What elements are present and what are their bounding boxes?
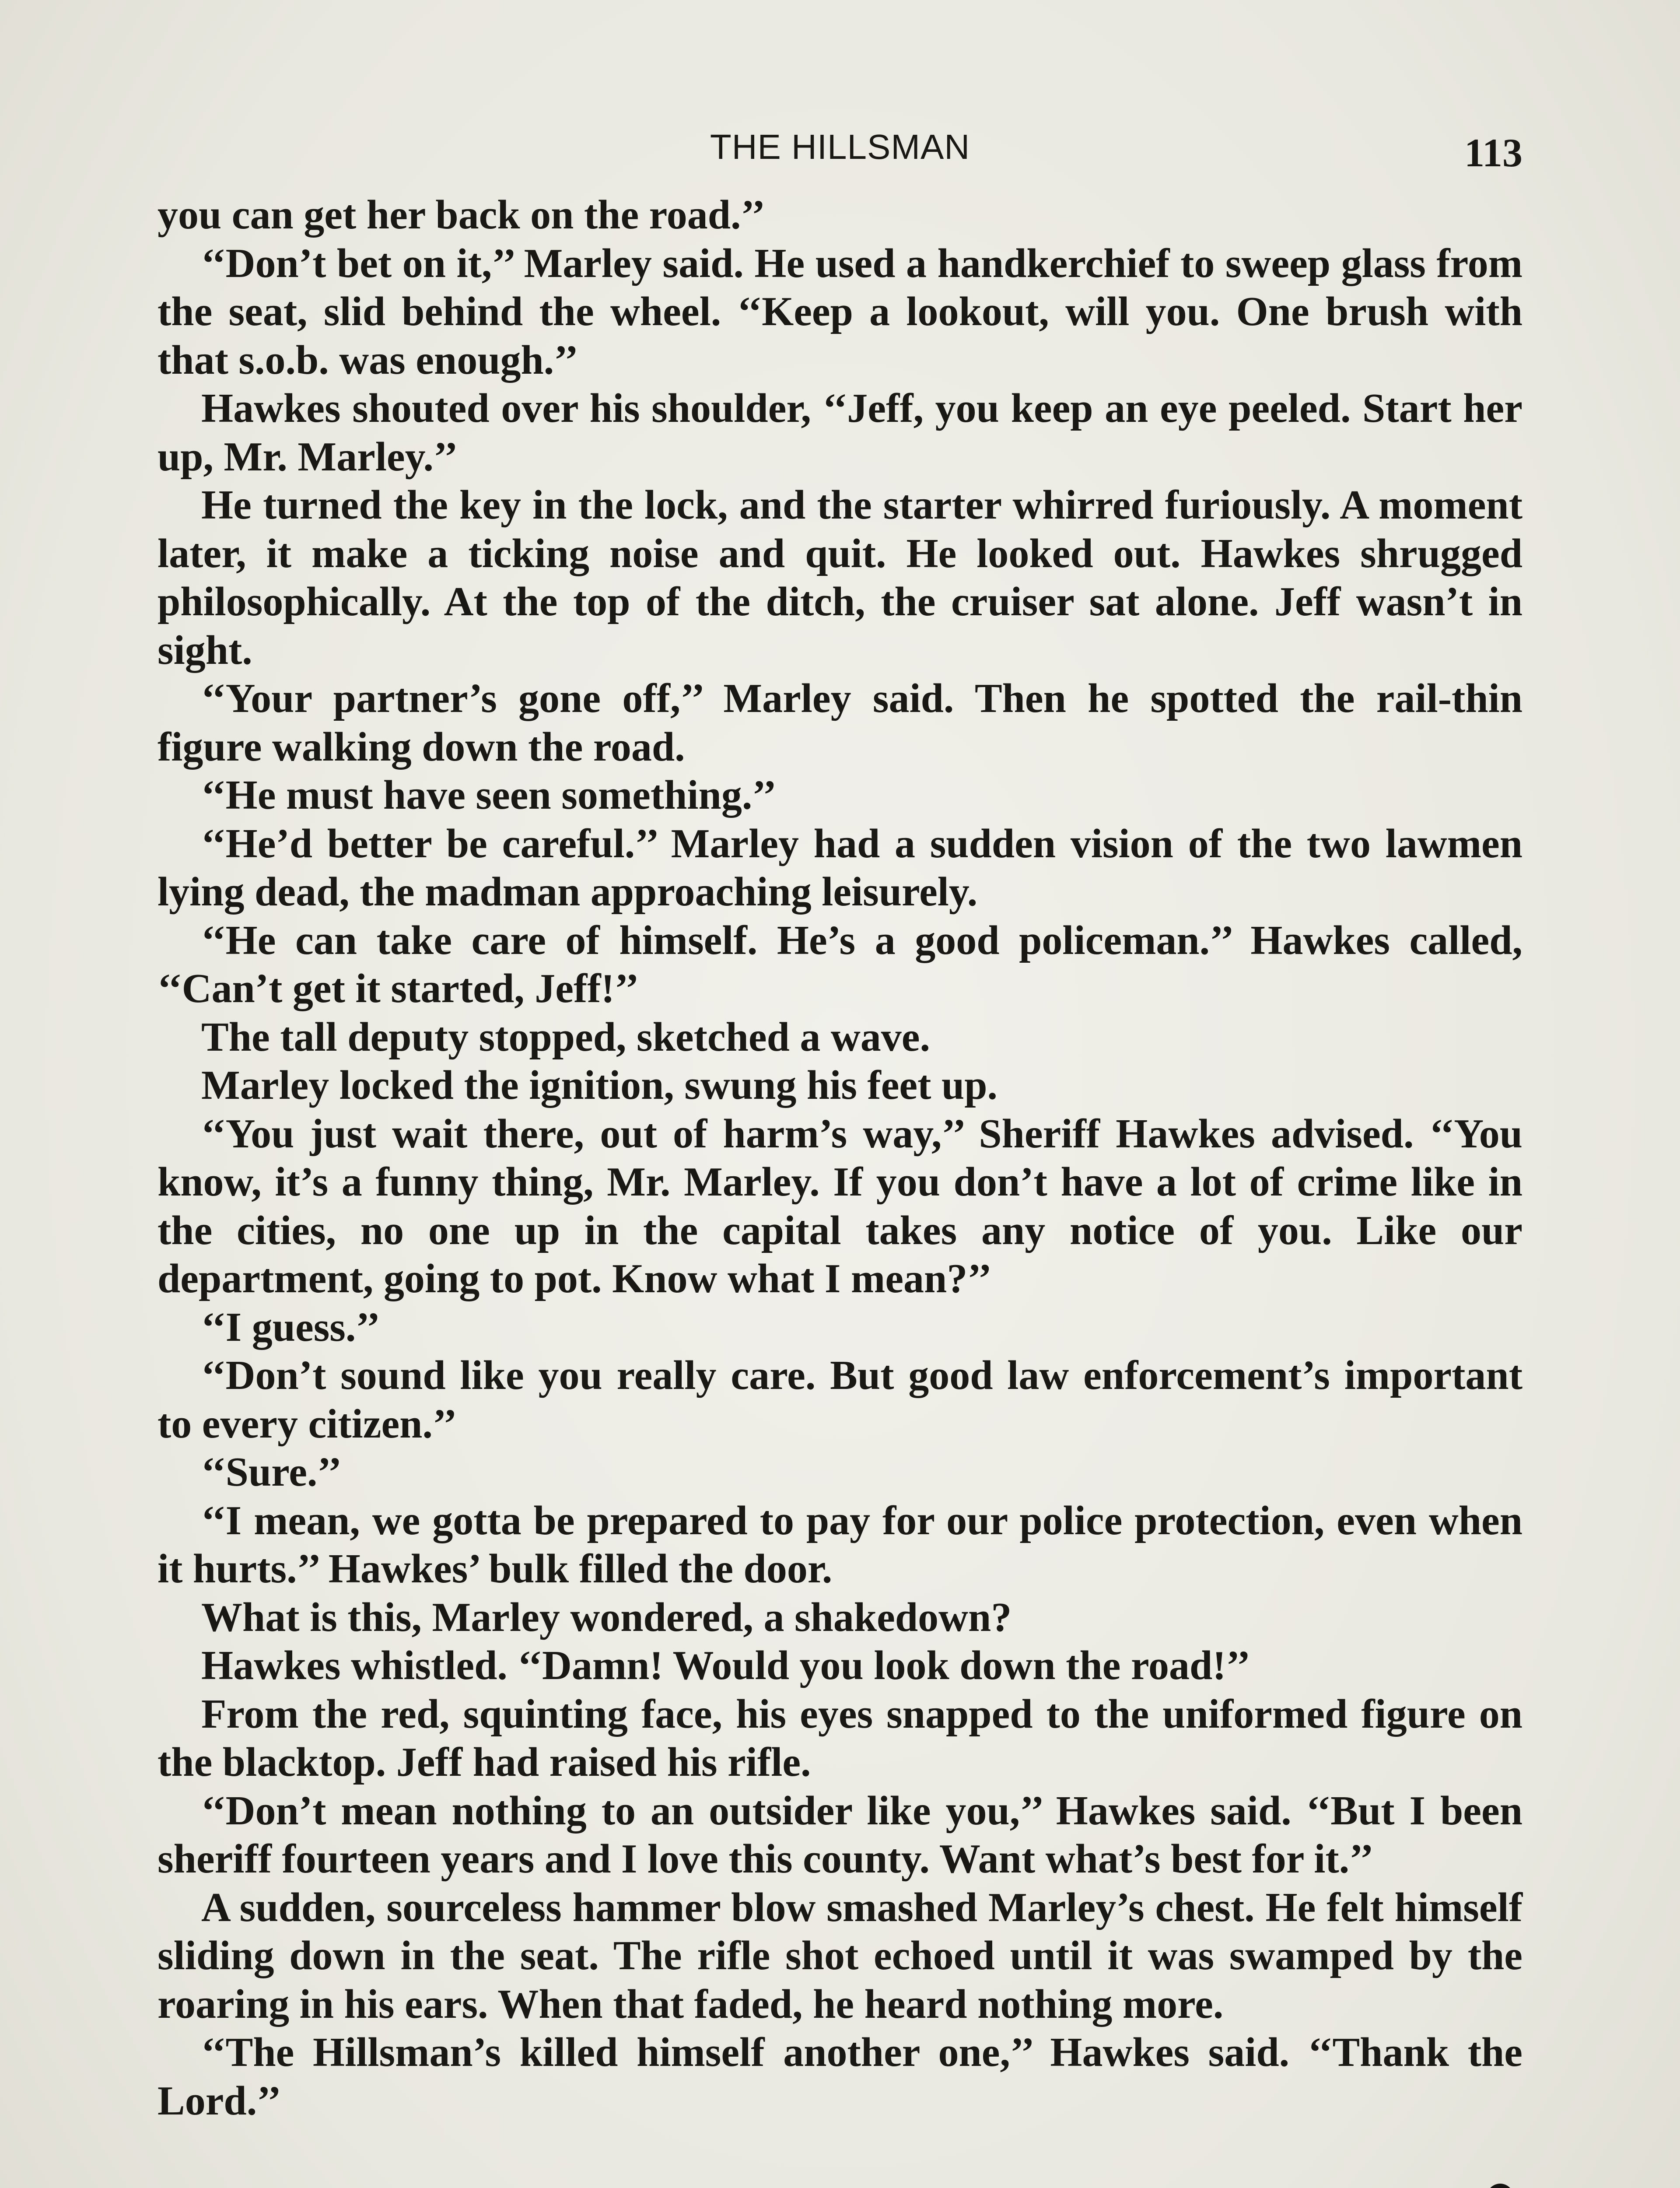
story-text [158,191,1522,2125]
page-header [158,127,1522,179]
paragraph: ‘‘I mean, we gotta be prepared to pay for our police protection, even when it hurts.’’ Hawkes’ bulk filled the door. [158,1497,1522,1592]
paragraph: The tall deputy stopped, sketched a wave. [201,1014,931,1060]
paragraph: ‘‘You just wait there, out of harm’s way,’’ Sheriff Hawkes advised. ‘‘You know, it’s a funny thing, Mr. Marley. If you don’t have a lot of crime like in the cities, no one up in the capital takes any notice of you. Like our department, going to pot. Know what I mean?’’ [158,1111,1522,1301]
paragraph: ‘‘I guess.’’ [201,1304,381,1350]
paragraph: Hawkes whistled. ‘‘Damn! Would you look down the road!’’ [201,1643,1251,1688]
page-number: 113 [1464,130,1522,175]
end-of-story-bullet-icon [1487,2184,1514,2188]
paragraph: From the red, squinting face, his eyes snapped to the uniformed figure on the blacktop. Jeff had raised his rifle. [158,1691,1522,1785]
paragraph: ‘‘Your partner’s gone off,’’ Marley said. Then he spotted the rail-thin figure walking down the road. [158,676,1522,770]
paragraph: ‘‘Don’t mean nothing to an outsider like you,’’ Hawkes said. ‘‘But I been sheriff fourteen years and I love this county. Want what’s best for it.’’ [158,1788,1522,1882]
paragraph: ‘‘He’d better be careful.’’ Marley had a sudden vision of the two lawmen lying dead, the madman approaching leisurely. [158,820,1522,915]
paragraph: ‘‘He can take care of himself. He’s a good policeman.’’ Hawkes called, ‘‘Can’t get it started, Jeff!’’ [158,917,1522,1011]
paragraph: He turned the key in the lock, and the starter whirred furiously. A moment later, it make a ticking noise and quit. He looked out. Hawkes shrugged philosophically. At the top of the ditch, the cruiser sat alone. Jeff wasn’t in sight. [158,482,1522,673]
paragraph: ‘‘He must have seen something.’’ [201,772,777,818]
paragraph: ‘‘Don’t bet on it,’’ Marley said. He used a handkerchief to sweep glass from the seat, slid behind the wheel. ‘‘Keep a lookout, will you. One brush with that s.o.b. was enough.’’ [158,240,1522,383]
paragraph: Marley locked the ignition, swung his feet up. [201,1062,998,1108]
paragraph: Hawkes shouted over his shoulder, ‘‘Jeff, you keep an eye peeled. Start her up, Mr. Marley.’’ [158,386,1522,480]
running-head: THE HILLSMAN [710,127,970,166]
paragraph: A sudden, sourceless hammer blow smashed Marley’s chest. He felt himself sliding down in the seat. The rifle shot echoed until it was swamped by the roaring in his ears. When that faded, he heard nothing more. [158,1884,1522,2027]
paragraph: ‘‘Don’t sound like you really care. But good law enforcement’s important to every citizen.’’ [158,1353,1522,1447]
paragraph: you can get her back on the road.’’ [158,192,766,238]
paragraph: ‘‘Sure.’’ [201,1449,342,1495]
paragraph: What is this, Marley wondered, a shakedown? [201,1594,1012,1640]
paragraph: ‘‘The Hillsman’s killed himself another one,’’ Hawkes said. ‘‘Thank the Lord.’’ [158,2030,1522,2124]
